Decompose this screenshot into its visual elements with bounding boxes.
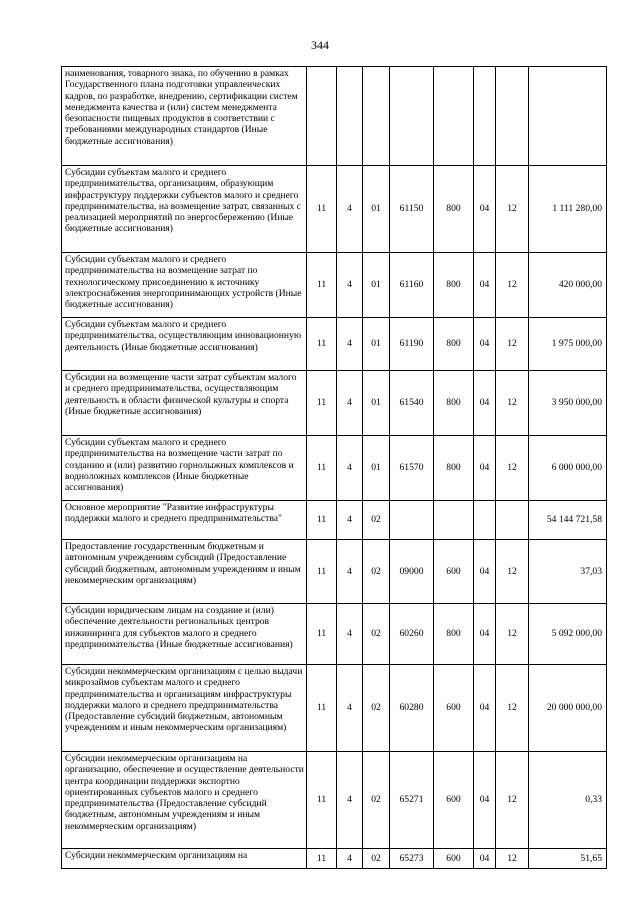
- program-code: 02: [363, 665, 390, 752]
- chapter-code: 04: [474, 665, 496, 752]
- subchapter-code: 12: [496, 318, 529, 371]
- subsection-code: 4: [337, 752, 363, 849]
- program-code: 02: [363, 501, 390, 540]
- expense-type-code: 800: [434, 253, 474, 318]
- expense-type-code: 800: [434, 436, 474, 501]
- section-code: 11: [307, 665, 337, 752]
- table-row: [62, 253, 607, 318]
- table-row: [62, 67, 607, 166]
- program-code: 01: [363, 166, 390, 253]
- subsection-code: 4: [337, 318, 363, 371]
- row-description: Субсидии некоммерческим организациям на организацию, обеспечение и осуществление деятельности центра координации поддержки экспортно ориентированных субъектов малого и среднего предпринимательства (Предоставление субсидий бюджетным, автономным учреждениям и иным некоммерческим организациям): [62, 752, 307, 849]
- subchapter-code: 12: [496, 665, 529, 752]
- section-code: 11: [307, 752, 337, 849]
- row-description: Субсидии некоммерческим организациям с целью выдачи микрозаймов субъектам малого и среднего предпринимательства и организациям инфраструктуры поддержки малого и среднего предпринимательства (Предоставление субсидий бюджетным, автономным учреждениям и иным некоммерческим организациям): [62, 665, 307, 752]
- subsection-code: 4: [337, 501, 363, 540]
- target-code: 61190: [390, 318, 434, 371]
- table-body: [62, 67, 607, 869]
- chapter-code: 04: [474, 849, 496, 869]
- subsection-code: 4: [337, 166, 363, 253]
- row-description: Субсидии субъектам малого и среднего предпринимательства на возмещение части затрат по созданию и (или) развитию горнолыжных комплексов и водноложных комплексов (Иные бюджетные ассигнования): [62, 436, 307, 501]
- row-description: Субсидии субъектам малого и среднего предпринимательства, осуществляющим инновационную деятельность (Иные бюджетные ассигнования): [62, 318, 307, 371]
- program-code: 01: [363, 253, 390, 318]
- row-amount: 54 144 721,58: [529, 501, 607, 540]
- chapter-code: 04: [474, 604, 496, 665]
- section-code: 11: [307, 604, 337, 665]
- chapter-code: [474, 501, 496, 540]
- row-amount: 0,33: [529, 752, 607, 849]
- target-code: 61570: [390, 436, 434, 501]
- row-amount: 1 975 000,00: [529, 318, 607, 371]
- subsection-code: 4: [337, 604, 363, 665]
- chapter-code: 04: [474, 166, 496, 253]
- row-description: Предоставление государственным бюджетным и автономным учреждениям субсидий (Предоставление субсидий бюджетным, автономным учреждениям и иным некоммерческим организациям): [62, 540, 307, 604]
- section-code: 11: [307, 371, 337, 436]
- chapter-code: 04: [474, 436, 496, 501]
- subsection-code: 4: [337, 253, 363, 318]
- row-amount: 6 000 000,00: [529, 436, 607, 501]
- table-row: [62, 166, 607, 253]
- subsection-code: 4: [337, 540, 363, 604]
- subchapter-code: 12: [496, 436, 529, 501]
- target-code: 60280: [390, 665, 434, 752]
- row-description: Субсидии юридическим лицам на создание и (или) обеспечение деятельности региональных центров инжиниринга для субъектов малого и среднего предпринимательства (Иные бюджетные ассигнования): [62, 604, 307, 665]
- program-code: 02: [363, 849, 390, 869]
- section-code: 11: [307, 540, 337, 604]
- table-row: [62, 540, 607, 604]
- table-row: [62, 501, 607, 540]
- target-code: 09000: [390, 540, 434, 604]
- table-row: [62, 371, 607, 436]
- subchapter-code: 12: [496, 253, 529, 318]
- row-amount: 420 000,00: [529, 253, 607, 318]
- subchapter-code: [496, 501, 529, 540]
- row-description: наименования, товарного знака, по обучению в рамках Государственного плана подготовки управленческих кадров, по разработке, внедрению, сертификации систем менеджмента качества и (или) систем менеджмента безопасности пищевых продуктов в соответствии с требованиями международных стандартов (Иные бюджетные ассигнования): [62, 67, 307, 166]
- row-amount: [529, 67, 607, 166]
- expense-type-code: [434, 67, 474, 166]
- expense-type-code: 800: [434, 166, 474, 253]
- expense-type-code: 800: [434, 371, 474, 436]
- target-code: 65273: [390, 849, 434, 869]
- subsection-code: 4: [337, 436, 363, 501]
- expense-type-code: 600: [434, 752, 474, 849]
- expense-type-code: 800: [434, 604, 474, 665]
- chapter-code: 04: [474, 253, 496, 318]
- row-description: Субсидии субъектам малого и среднего предпринимательства на возмещение затрат по технологическому присоединению к источнику электроснабжения энергопринимающих устройств (Иные бюджетные ассигнования): [62, 253, 307, 318]
- program-code: 02: [363, 604, 390, 665]
- row-amount: 5 092 000,00: [529, 604, 607, 665]
- section-code: 11: [307, 166, 337, 253]
- target-code: [390, 501, 434, 540]
- subsection-code: 4: [337, 849, 363, 869]
- subchapter-code: 12: [496, 849, 529, 869]
- target-code: 65271: [390, 752, 434, 849]
- section-code: 11: [307, 849, 337, 869]
- section-code: 11: [307, 436, 337, 501]
- subchapter-code: [496, 67, 529, 166]
- row-description: Субсидии некоммерческим организациям на: [62, 849, 307, 869]
- subsection-code: 4: [337, 665, 363, 752]
- program-code: 02: [363, 752, 390, 849]
- table-row: [62, 318, 607, 371]
- row-description: Субсидии на возмещение части затрат субъектам малого и среднего предпринимательства, осуществляющим деятельность в области физической культуры и спорта (Иные бюджетные ассигнования): [62, 371, 307, 436]
- expense-type-code: 800: [434, 318, 474, 371]
- subsection-code: [337, 67, 363, 166]
- expense-type-code: 600: [434, 665, 474, 752]
- row-amount: 20 000 000,00: [529, 665, 607, 752]
- row-description: Основное мероприятие "Развитие инфраструктуры поддержки малого и среднего предпринимательства": [62, 501, 307, 540]
- chapter-code: [474, 67, 496, 166]
- target-code: [390, 67, 434, 166]
- row-amount: 37,03: [529, 540, 607, 604]
- chapter-code: 04: [474, 318, 496, 371]
- table-row: [62, 665, 607, 752]
- expense-type-code: 600: [434, 849, 474, 869]
- table-row: [62, 752, 607, 849]
- target-code: 61150: [390, 166, 434, 253]
- section-code: [307, 67, 337, 166]
- budget-table: [61, 66, 607, 869]
- chapter-code: 04: [474, 752, 496, 849]
- program-code: 01: [363, 436, 390, 501]
- section-code: 11: [307, 253, 337, 318]
- section-code: 11: [307, 501, 337, 540]
- target-code: 61540: [390, 371, 434, 436]
- subchapter-code: 12: [496, 604, 529, 665]
- expense-type-code: [434, 501, 474, 540]
- subchapter-code: 12: [496, 166, 529, 253]
- target-code: 60260: [390, 604, 434, 665]
- program-code: 01: [363, 318, 390, 371]
- table-row: [62, 849, 607, 869]
- subchapter-code: 12: [496, 371, 529, 436]
- section-code: 11: [307, 318, 337, 371]
- expense-type-code: 600: [434, 540, 474, 604]
- row-description: Субсидии субъектам малого и среднего предпринимательства, организациям, образующим инфраструктуру поддержки субъектов малого и среднего предпринимательства, на возмещение затрат, связанных с реализацией мероприятий по энергосбережению (Иные бюджетные ассигнования): [62, 166, 307, 253]
- chapter-code: 04: [474, 540, 496, 604]
- target-code: 61160: [390, 253, 434, 318]
- subsection-code: 4: [337, 371, 363, 436]
- row-amount: 51,65: [529, 849, 607, 869]
- row-amount: 1 111 280,00: [529, 166, 607, 253]
- chapter-code: 04: [474, 371, 496, 436]
- row-amount: 3 950 000,00: [529, 371, 607, 436]
- subchapter-code: 12: [496, 540, 529, 604]
- page-number: 344: [311, 38, 329, 52]
- table-row: [62, 604, 607, 665]
- program-code: 01: [363, 371, 390, 436]
- subchapter-code: 12: [496, 752, 529, 849]
- program-code: 02: [363, 540, 390, 604]
- table-row: [62, 436, 607, 501]
- program-code: [363, 67, 390, 166]
